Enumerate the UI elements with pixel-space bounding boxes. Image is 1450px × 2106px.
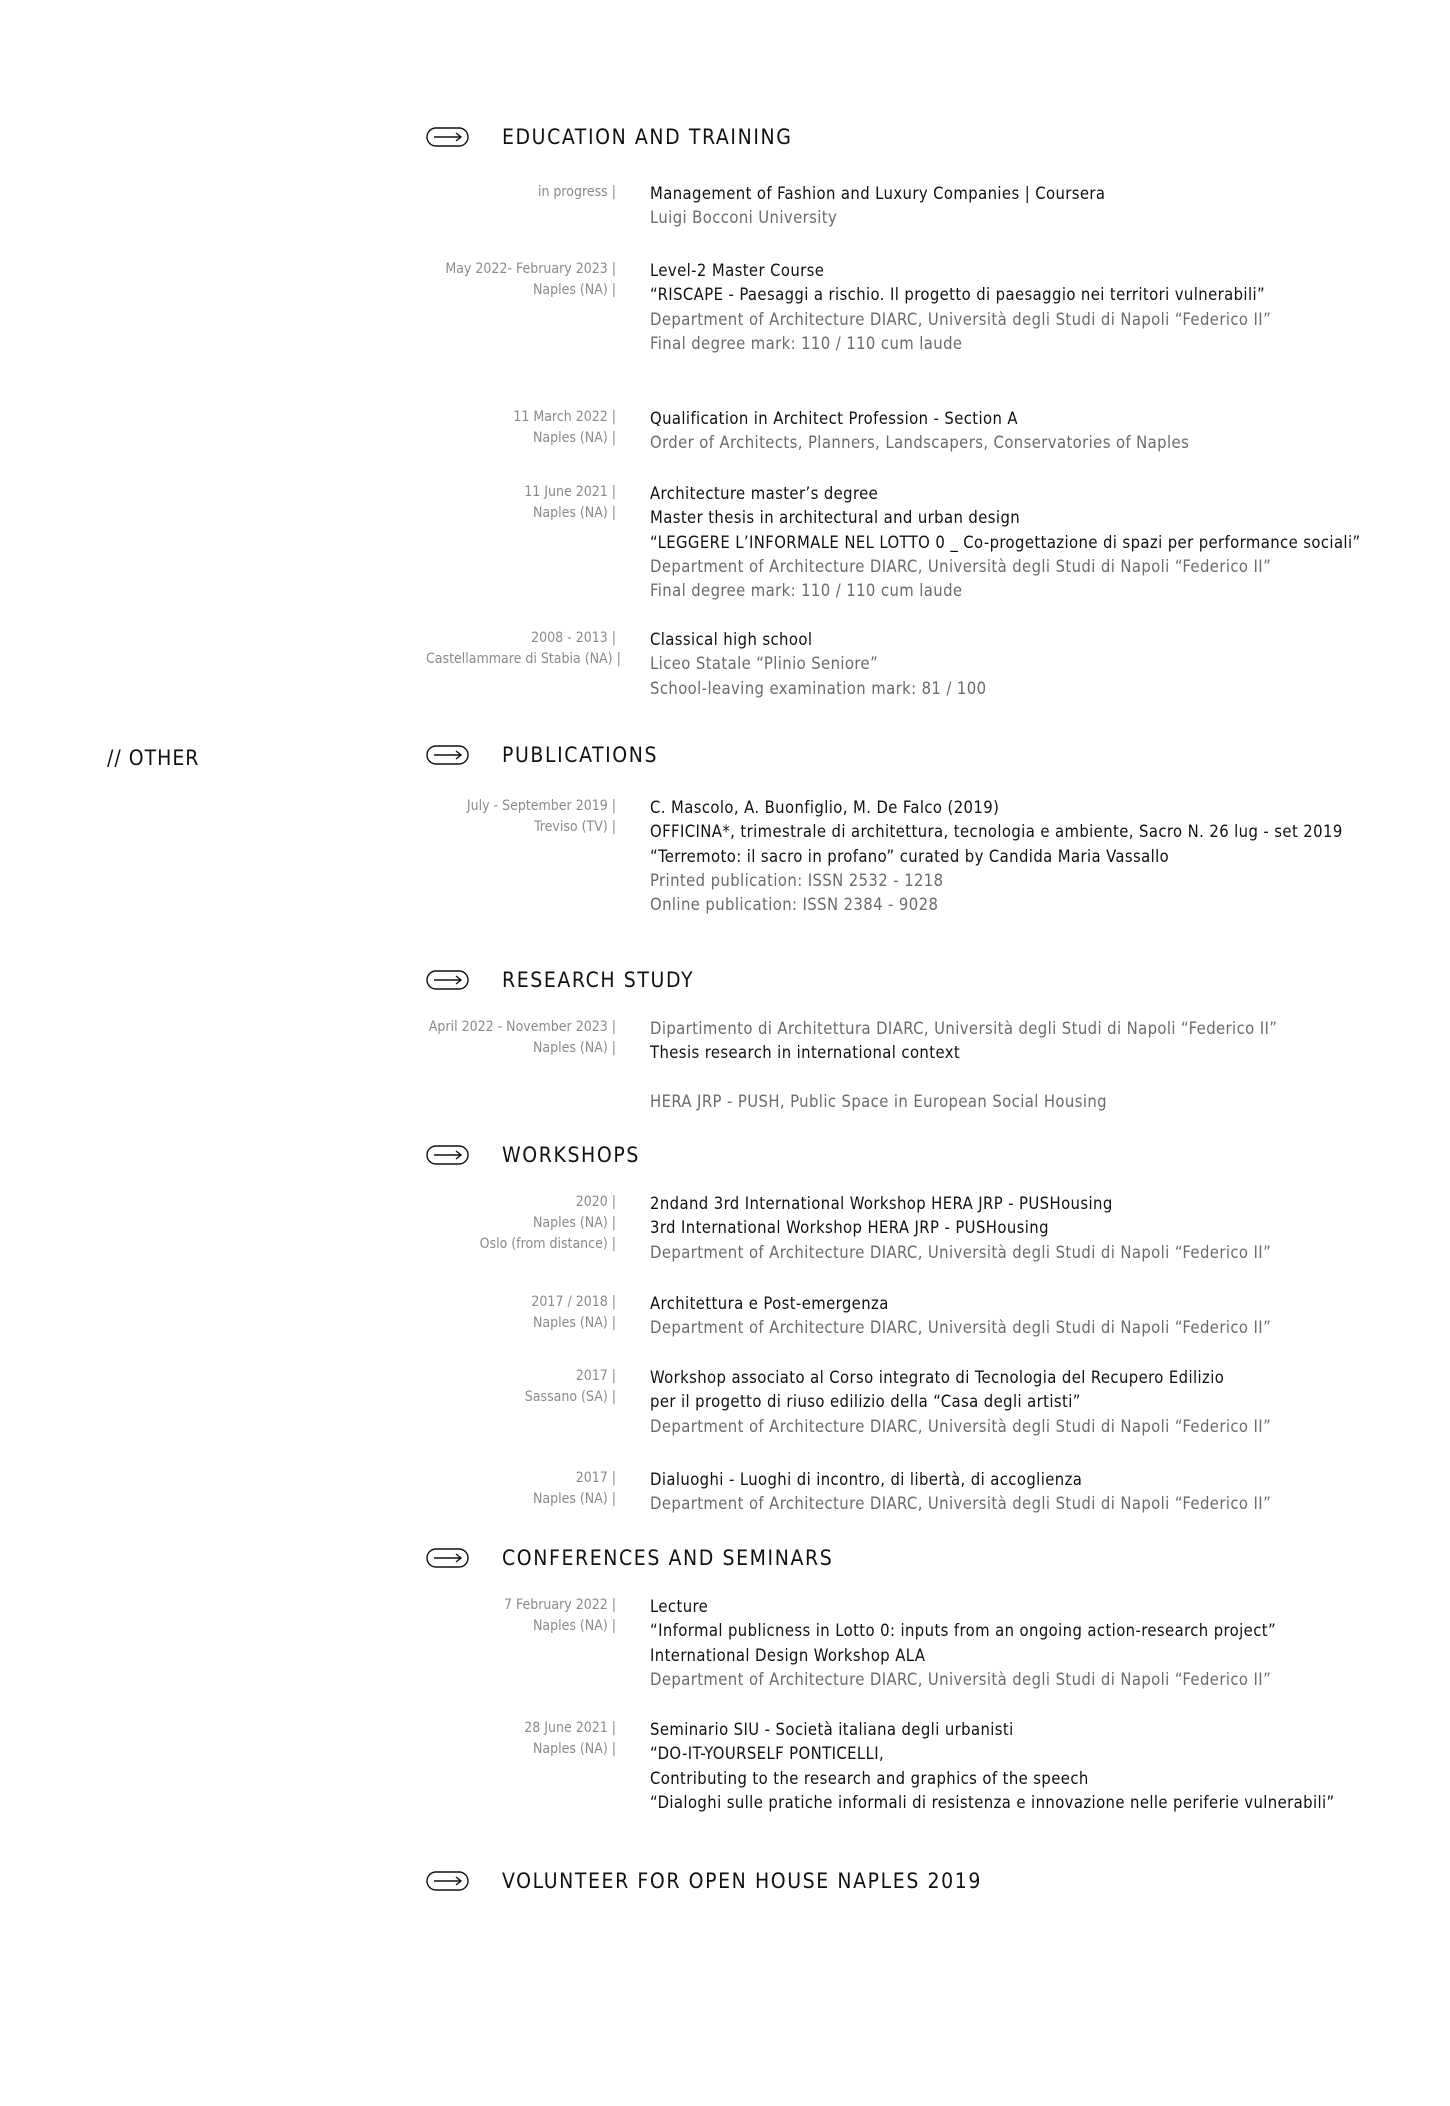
section-title: RESEARCH STUDY [502,968,695,992]
entry-meta-line: Naples (NA) | [532,282,616,298]
arrow-icon [426,126,470,148]
entry-meta-line: July - September 2019 | [466,798,616,814]
entry-line: “LEGGERE L’INFORMALE NEL LOTTO 0 _ Co-progettazione di spazi per performance sociali” [650,532,1361,552]
entry-line: Management of Fashion and Luxury Companies | Coursera [650,184,1106,203]
entry-body [650,1017,1410,1114]
entry-meta-line: Castellammare di Stabia (NA) | [426,651,621,667]
entry-meta [426,1718,616,1760]
arrow-icon [426,1547,470,1569]
section-header [426,1866,1386,1896]
entry-meta-line: 11 March 2022 | [513,409,616,425]
entry-line: Workshop associato al Corso integrato di Tecnologia del Recupero Edilizio [650,1368,1225,1387]
section [426,965,1386,1111]
entry-meta-line: Treviso (TV) | [534,819,616,835]
entry-meta [426,628,621,670]
section-header [426,740,1386,770]
entry-line: Contributing to the research and graphics of the speech [650,1768,1089,1788]
entry-line: School-leaving examination mark: 81 / 100 [650,678,987,698]
entry-line: Architecture master’s degree [650,484,879,503]
entry-line: Luigi Bocconi University [650,208,838,228]
section [426,1866,1386,1896]
entry-line: Department of Architecture DIARC, Università degli Studi di Napoli “Federico II” [650,309,1272,329]
entry-body [650,628,1410,701]
section-header [426,122,1386,152]
entry-meta-line: April 2022 - November 2023 | [428,1019,616,1035]
entry-meta-line: Naples (NA) | [532,1315,616,1331]
entry-meta [426,259,616,301]
entry-line: Thesis research in international context [650,1043,961,1063]
entry-meta [426,1192,616,1255]
arrow-icon [426,1144,470,1166]
entry-line: Order of Architects, Planners, Landscapers, Conservatories of Naples [650,433,1190,453]
entry-line: “DO-IT-YOURSELF PONTICELLI, [650,1744,885,1764]
entry-line: Level-2 Master Course [650,261,825,280]
entry-line: Seminario SIU - Società italiana degli urbanisti [650,1720,1014,1739]
arrow-icon [426,1870,470,1892]
entry-meta-line: 7 February 2022 | [503,1597,616,1613]
entry-meta-line: 2017 | [575,1470,616,1486]
entry-meta-line: 2020 | [575,1194,616,1210]
entry-line: Online publication: ISSN 2384 - 9028 [650,895,939,915]
entry-line: “RISCAPE - Paesaggi a rischio. Il progetto di paesaggio nei territori vulnerabili” [650,285,1266,305]
entry-meta [426,482,616,524]
entry-line: 2ndand 3rd International Workshop HERA JRP - PUSHousing [650,1194,1113,1213]
entry-line: Qualification in Architect Profession - Section A [650,409,1018,428]
entry-body [650,407,1410,456]
section-title: WORKSHOPS [502,1143,640,1167]
entry-body [650,1718,1410,1815]
entry-line: “Dialoghi sulle pratiche informali di resistenza e innovazione nelle periferie vulnerabili” [650,1792,1335,1812]
entry-meta-line: in progress | [537,184,616,200]
entry-meta [426,1468,616,1510]
entry-line: HERA JRP - PUSH, Public Space in European Social Housing [650,1091,1108,1111]
entry-line: 3rd International Workshop HERA JRP - PUSHousing [650,1218,1049,1238]
entry-meta-line: Naples (NA) | [532,430,616,446]
entry-meta-line: 2017 | [575,1368,616,1384]
entry-meta-line: Naples (NA) | [532,1215,616,1231]
entry-body [650,482,1410,603]
entry-meta [426,182,616,203]
entry-meta-line: 2008 - 2013 | [531,630,616,646]
entry-line: Lecture [650,1597,709,1616]
entry-line: “Informal publicness in Lotto 0: inputs from an ongoing action-research project” [650,1621,1277,1641]
entry-line: Printed publication: ISSN 2532 - 1218 [650,870,944,890]
entry-meta [426,407,616,449]
entry-body [650,1366,1410,1439]
section [426,1543,1386,1812]
entry-meta-line: May 2022- February 2023 | [445,261,616,277]
entry-meta [426,796,616,838]
entry-line: Dipartimento di Architettura DIARC, Università degli Studi di Napoli “Federico II” [650,1019,1278,1038]
entry-meta-line: 2017 / 2018 | [531,1294,616,1310]
entry-meta [426,1366,616,1408]
section [426,740,1386,915]
section-title: PUBLICATIONS [502,743,659,767]
entry-line: Department of Architecture DIARC, Università degli Studi di Napoli “Federico II” [650,1416,1272,1436]
arrow-icon [426,969,470,991]
section-title: EDUCATION AND TRAINING [502,125,793,149]
entry-line: Department of Architecture DIARC, Università degli Studi di Napoli “Federico II” [650,1318,1272,1338]
entry-body [650,1595,1410,1692]
entry-meta-line: Oslo (from distance) | [479,1236,616,1252]
section-title: VOLUNTEER FOR OPEN HOUSE NAPLES 2019 [502,1869,982,1893]
entry-meta [426,1292,616,1334]
entry-body [650,1292,1410,1341]
section [426,122,1386,698]
section-header [426,1543,1386,1573]
entry-meta-line: 11 June 2021 | [524,484,616,500]
entry-line: “Terremoto: il sacro in profano” curated by Candida Maria Vassallo [650,846,1170,866]
entry-line: Final degree mark: 110 / 110 cum laude [650,333,963,353]
entry-line [650,1066,1410,1090]
entry-line: Final degree mark: 110 / 110 cum laude [650,581,963,601]
entry-meta-line: 28 June 2021 | [524,1720,616,1736]
entry-meta-line: Naples (NA) | [532,1040,616,1056]
entry-body [650,1468,1410,1517]
entry-line: per il progetto di riuso edilizio della “Casa degli artisti” [650,1392,1081,1412]
entry-line: OFFICINA*, trimestrale di architettura, tecnologia e ambiente, Sacro N. 26 lug - set 2019 [650,822,1343,842]
section [426,1140,1386,1514]
entry-line: International Design Workshop ALA [650,1645,926,1665]
entry-body [650,182,1410,231]
entry-meta-line: Naples (NA) | [532,1618,616,1634]
entry-line: Master thesis in architectural and urban design [650,508,1021,528]
entry-meta-line: Sassano (SA) | [524,1389,616,1405]
side-label-other: // OTHER [107,746,200,770]
entry-line: Classical high school [650,630,813,649]
entry-line: Department of Architecture DIARC, Università degli Studi di Napoli “Federico II” [650,1669,1272,1689]
entry-line: Liceo Statale “Plinio Seniore” [650,654,879,674]
entry-line: Department of Architecture DIARC, Università degli Studi di Napoli “Federico II” [650,1242,1272,1262]
entry-meta-line: Naples (NA) | [532,1741,616,1757]
entry-meta-line: Naples (NA) | [532,1491,616,1507]
entry-line: Department of Architecture DIARC, Università degli Studi di Napoli “Federico II” [650,556,1272,576]
entry-line: Architettura e Post-emergenza [650,1294,889,1313]
section-header [426,1140,1386,1170]
entry-meta [426,1017,616,1059]
entry-body [650,796,1410,917]
section-header [426,965,1386,995]
entry-line: Department of Architecture DIARC, Università degli Studi di Napoli “Federico II” [650,1494,1272,1514]
entry-meta-line: Naples (NA) | [532,505,616,521]
entry-body [650,1192,1410,1265]
entry-body [650,259,1410,356]
arrow-icon [426,744,470,766]
entry-line: Dialuoghi - Luoghi di incontro, di libertà, di accoglienza [650,1470,1083,1489]
entry-meta [426,1595,616,1637]
entry-line: C. Mascolo, A. Buonfiglio, M. De Falco (2019) [650,798,1000,817]
section-title: CONFERENCES AND SEMINARS [502,1546,834,1570]
